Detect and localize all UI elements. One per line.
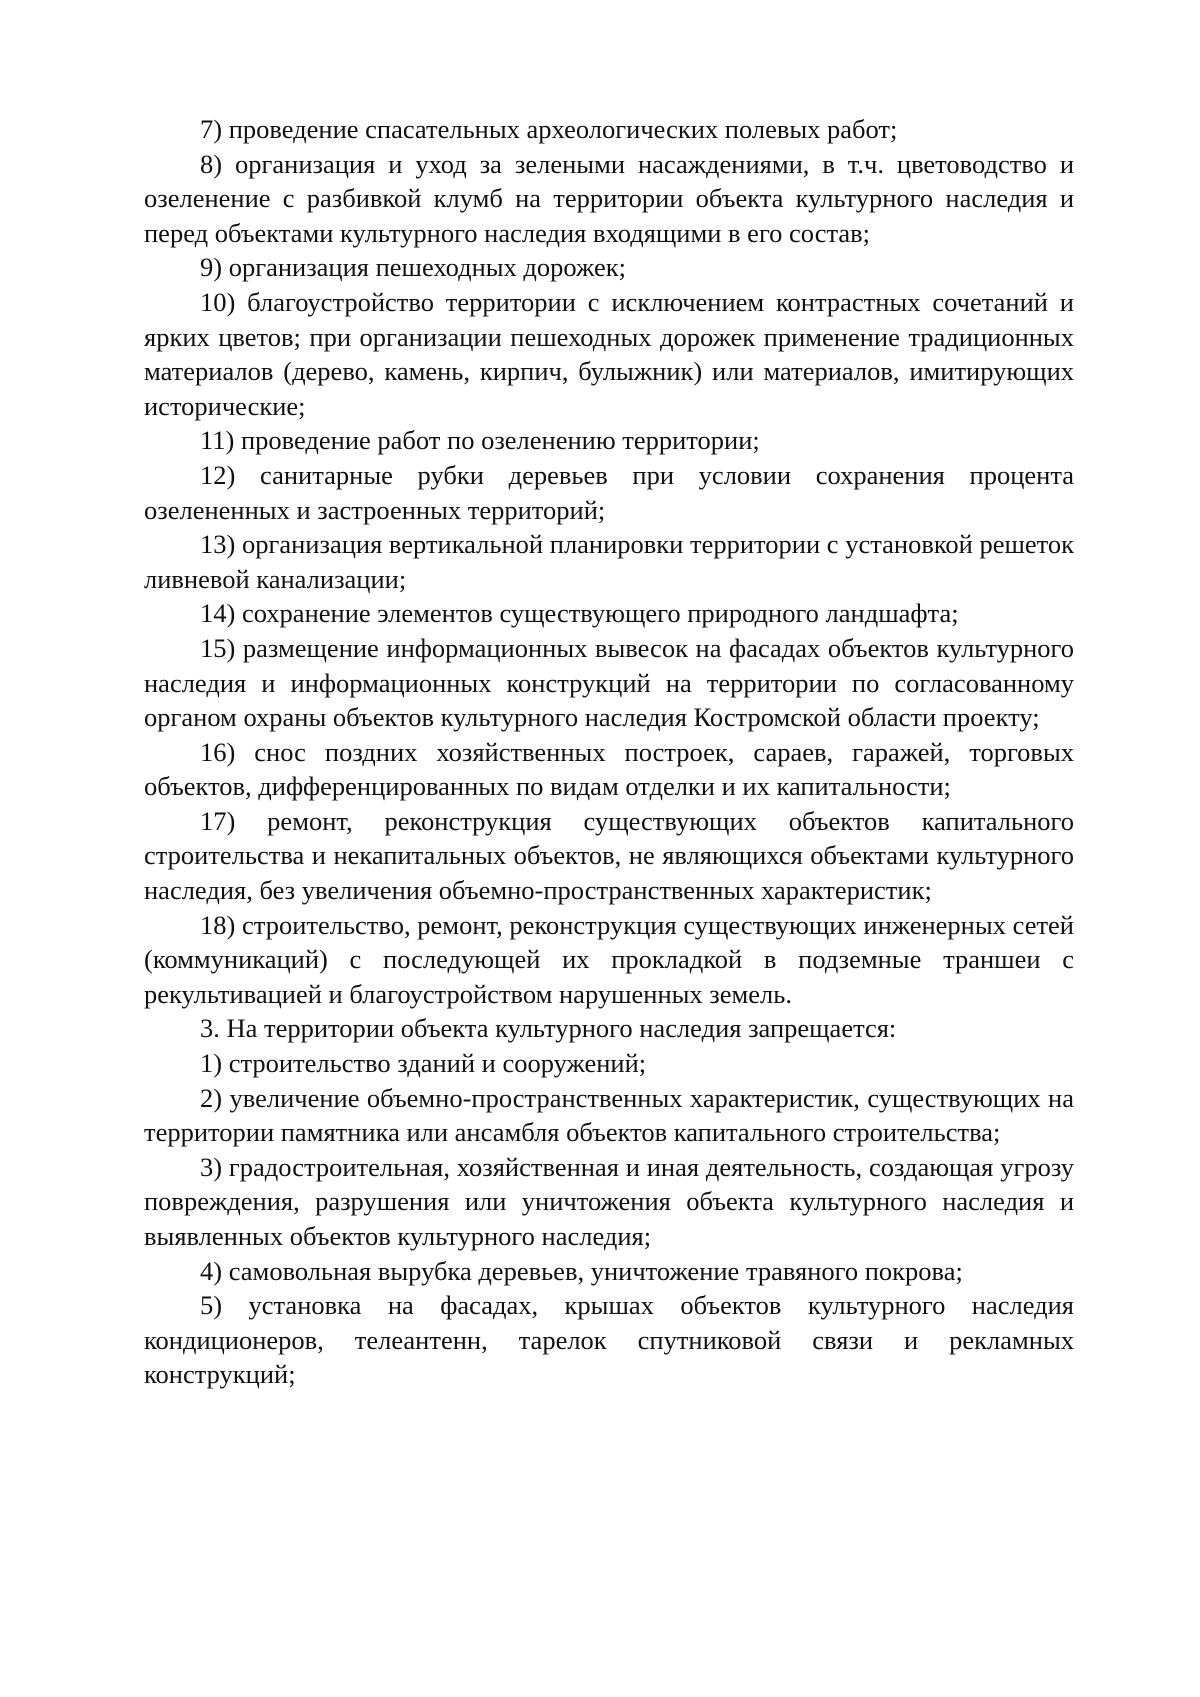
paragraph-item-15: 15) размещение информационных вывесок на фасадах объектов культурного наследия и информационных конструкций на территории по согласованному органом охраны объектов культурного наследия Костромской области проекту;: [144, 632, 1074, 733]
section-heading-3: 3. На территории объекта культурного наследия запрещается:: [200, 1013, 897, 1044]
paragraph-item-10: 10) благоустройство территории с исключением контрастных сочетаний и ярких цветов; при организации пешеходных дорожек применение традиционных материалов (дерево, камень, кирпич, булыжник) или материалов, имитирующих исторические;: [144, 286, 1074, 421]
paragraph-item-14: 14) сохранение элементов существующего природного ландшафта;: [200, 598, 959, 629]
paragraph-item-16: 16) снос поздних хозяйственных построек, сараев, гаражей, торговых объектов, дифференцированных по видам отделки и их капитальности;: [144, 736, 1074, 802]
document-page: [144, 112, 1074, 1392]
paragraph-item-8: 8) организация и уход за зелеными насаждениями, в т.ч. цветоводство и озеленение с разбивкой клумб на территории объекта культурного наследия и перед объектами культурного наследия входящими в его состав;: [144, 148, 1074, 248]
prohibition-item-5: 5) установка на фасадах, крышах объектов культурного наследия кондиционеров, телеантенн, тарелок спутниковой связи и рекламных конструкций;: [144, 1290, 1074, 1390]
prohibition-item-2: 2) увеличение объемно-пространственных характеристик, существующих на территории памятника или ансамбля объектов капитального строительства;: [144, 1082, 1074, 1148]
paragraph-item-7: 7) проведение спасательных археологических полевых работ;: [200, 114, 898, 144]
paragraph-item-11: 11) проведение работ по озеленению территории;: [200, 425, 760, 456]
paragraph-item-9: 9) организация пешеходных дорожек;: [200, 252, 626, 283]
paragraph-item-12: 12) санитарные рубки деревьев при условии сохранения процента озелененных и застроенных территорий;: [144, 459, 1074, 525]
paragraph-item-13: 13) организация вертикальной планировки территории с установкой решеток ливневой канализации;: [144, 529, 1074, 594]
paragraph-item-17: 17) ремонт, реконструкция существующих объектов капитального строительства и некапитальных объектов, не являющихся объектами культурного наследия, без увеличения объемно-пространственных характеристик;: [144, 805, 1074, 906]
prohibition-item-4: 4) самовольная вырубка деревьев, уничтожение травяного покрова;: [200, 1255, 963, 1286]
prohibition-item-3: 3) градостроительная, хозяйственная и иная деятельность, создающая угрозу повреждения, разрушения или уничтожения объекта культурного наследия и выявленных объектов культурного наследия;: [144, 1151, 1074, 1251]
prohibition-item-1: 1) строительство зданий и сооружений;: [200, 1048, 647, 1079]
paragraph-item-18: 18) строительство, ремонт, реконструкция существующих инженерных сетей (коммуникаций) с последующей их прокладкой в подземные траншеи с рекультивацией и благоустройством нарушенных земель.: [144, 909, 1074, 1009]
